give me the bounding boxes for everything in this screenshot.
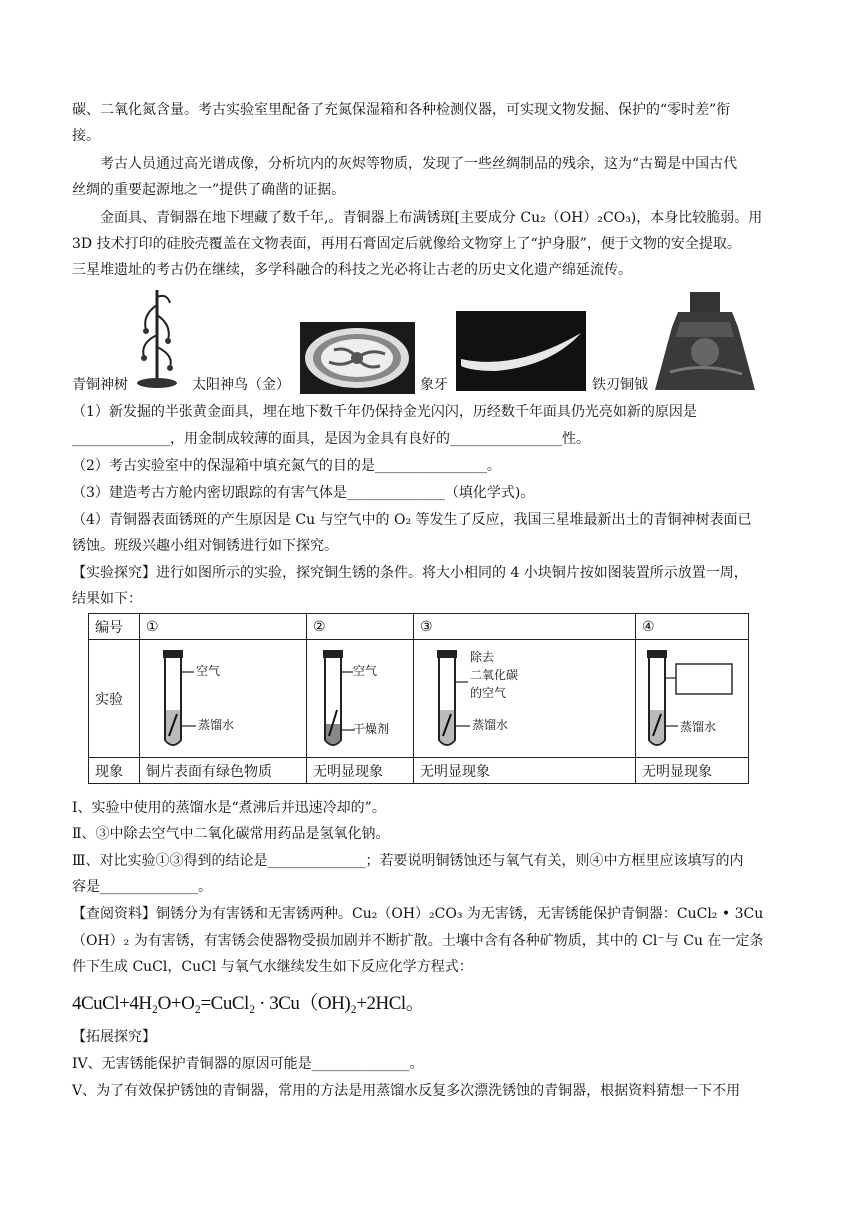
table-cell: ② — [307, 614, 414, 640]
chemical-equation: 4CuCl+4H₂O+O₂=CuCl₂ · 3Cu（OH)₂+2HCl。 — [72, 993, 425, 1014]
note-line: IV、无害锈能保护青铜器的原因可能是______________。 — [72, 1056, 424, 1072]
image-caption: 象牙 — [420, 377, 448, 393]
bronze-tree-image — [132, 285, 182, 390]
tube-label: 二氧化碳 — [470, 667, 519, 682]
tube-label: 空气 — [353, 663, 378, 678]
table-cell: 无明显现象 — [307, 758, 414, 784]
tube-diagram-1 — [140, 640, 307, 758]
note-line: 【查阅资料】铜锈分为有害锈和无害锈两种。Cu₂（OH）₂CO₃ 为无害锈，无害锈能保护青铜器：CuCl₂ • 3Cu — [72, 906, 764, 922]
question-line: 锈蚀。班级兴趣小组对铜锈进行如下探究。 — [72, 538, 338, 554]
paragraph-line: 碳、二氧化氮含量。考古实验室里配备了充氮保湿箱和各种检测仪器，可实现文物发掘、保护的“零时差”衔 — [72, 102, 731, 118]
paragraph-line: 考古人员通过高光谱成像，分析坑内的灰烬等物质，发现了一些丝绸制品的残余，这为“古蜀是中国古代 — [100, 156, 738, 172]
tube-label: 干燥剂 — [353, 721, 390, 736]
image-caption: 太阳神鸟（金） — [192, 377, 290, 393]
tube-diagram-3 — [414, 640, 636, 758]
paragraph-line: 三星堆遗址的考古仍在继续，多学科融合的科技之光必将让古老的历史文化遗产绵延流传。 — [72, 262, 632, 278]
table-row — [89, 614, 749, 640]
tube-label: 除去 — [470, 649, 495, 664]
note-line: （OH）₂ 为有害锈，有害锈会使器物受损加剧并不断扩散。土壤中含有各种矿物质，其中的 Cl⁻与 Cu 在一定条 — [72, 933, 764, 949]
table-row — [89, 640, 749, 758]
table-cell: ① — [140, 614, 307, 640]
row-label: 现象 — [89, 758, 140, 784]
tube-label: 蒸馏水 — [680, 719, 717, 734]
tube-label: 蒸馏水 — [472, 717, 509, 732]
section-heading: 【拓展探究】 — [72, 1029, 156, 1045]
question-line: （3）建造考古方舱内密切跟踪的有害气体是______________（填化学式)。 — [72, 485, 535, 501]
experiment-table — [88, 613, 749, 784]
table-cell: 铜片表面有绿色物质 — [140, 758, 307, 784]
paragraph-line: 金面具、青铜器在地下埋藏了数千年,。青铜器上布满锈斑[主要成分 Cu₂（OH）₂CO₃)，本身比较脆弱。用 — [100, 210, 763, 226]
image-caption: 铁刃铜钺 — [592, 377, 648, 393]
paragraph-line: 3D 技术打印的硅胶壳覆盖在文物表面，再用石膏固定后就像给文物穿上了“护身服”，便于文物的安全提取。 — [72, 236, 741, 252]
table-row — [89, 758, 749, 784]
question-line: （4）青铜器表面锈斑的产生原因是 Cu 与空气中的 O₂ 等发生了反应，我国三星堆最新出土的青铜神树表面已 — [72, 512, 752, 528]
note-line: I、实验中使用的蒸馏水是“煮沸后并迅速冷却的”。 — [72, 800, 386, 816]
image-caption: 青铜神树 — [72, 377, 128, 393]
note-line: 件下生成 CuCl，CuCl 与氧气水继续发生如下反应化学方程式： — [72, 959, 473, 975]
tube-label: 空气 — [196, 663, 221, 678]
question-line: （1）新发掘的半张黄金面具，埋在地下数千年仍保持金光闪闪，历经数千年面具仍光亮如新的原因是 — [72, 404, 697, 420]
table-cell: ③ — [414, 614, 636, 640]
question-line: （2）考古实验室中的保湿箱中填充氮气的目的是________________。 — [72, 458, 501, 474]
question-line: 结果如下： — [72, 591, 142, 607]
question-line: ______________，用金制成较薄的面具，是因为金具有良好的________________性。 — [72, 431, 590, 447]
table-cell: ④ — [636, 614, 749, 640]
tube-diagram-4 — [636, 640, 749, 758]
ivory-image — [456, 311, 586, 391]
bronze-axe-image — [650, 292, 760, 394]
sun-bird-image — [300, 322, 415, 394]
note-line: Ⅱ、③中除去空气中二氧化碳常用药品是氢氧化钠。 — [72, 826, 390, 842]
table-cell: 无明显现象 — [636, 758, 749, 784]
row-label: 实验 — [89, 640, 140, 758]
tube-label: 的空气 — [470, 685, 507, 700]
note-line: V、为了有效保护锈蚀的青铜器，常用的方法是用蒸馏水反复多次漂洗锈蚀的青铜器，根据资料猜想一下不用 — [72, 1083, 741, 1099]
tube-label: 蒸馏水 — [198, 717, 235, 732]
table-cell: 无明显现象 — [414, 758, 636, 784]
tube-diagram-2 — [307, 640, 414, 758]
note-line: Ⅲ、对比实验①③得到的结论是______________；若要说明铜锈蚀还与氧气有关，则④中方框里应该填写的内 — [72, 853, 744, 869]
note-line: 容是______________。 — [72, 879, 212, 895]
paragraph-line: 丝绸的重要起源地之一”提供了确凿的证据。 — [72, 182, 346, 198]
question-line: 【实验探究】进行如图所示的实验，探究铜生锈的条件。将大小相同的 4 小块铜片按如图装置所示放置一周， — [72, 565, 748, 581]
row-label: 编号 — [89, 614, 140, 640]
paragraph-line: 接。 — [72, 128, 100, 144]
